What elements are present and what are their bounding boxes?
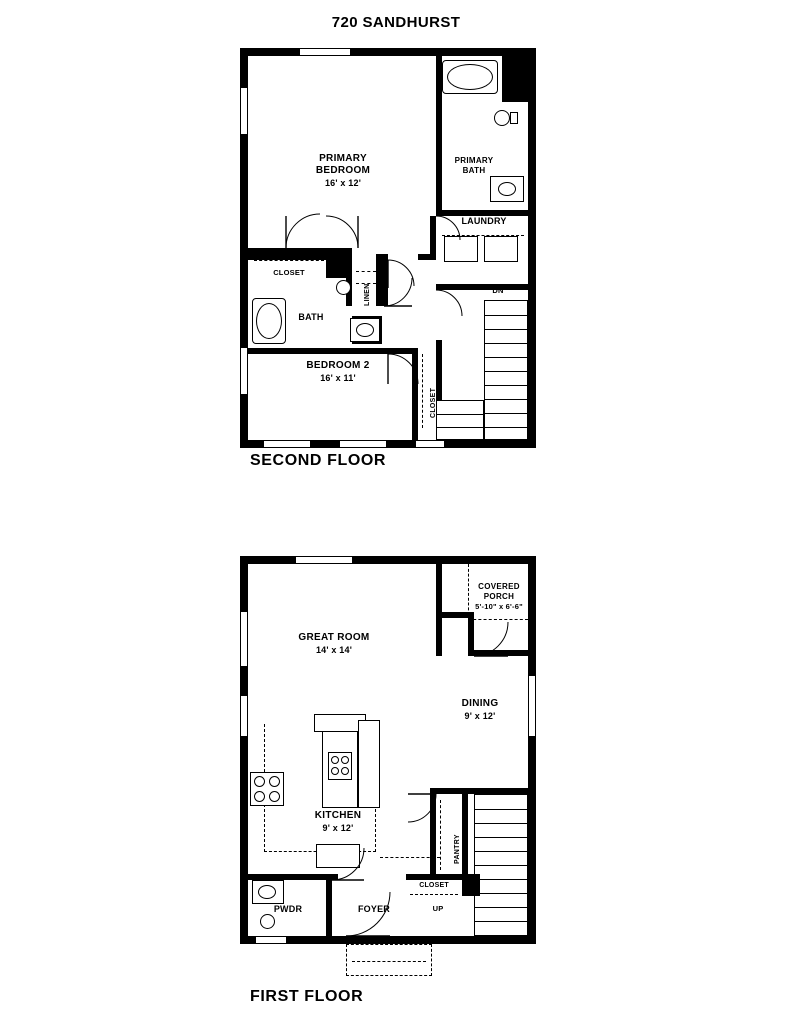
primary-bedroom-line2: BEDROOM [315,165,371,176]
primary-bath-line2: BATH [462,166,486,175]
porch-dims: 5'-10" x 6'-6" [475,602,523,611]
room-label-laundry: LAUNDRY [461,216,507,226]
room-label-bedroom2 [278,360,398,384]
room-label-primary-bath [436,156,512,176]
pwdr-label: PWDR [273,904,303,914]
door-swings-first [240,556,536,976]
closet2-label: CLOSET [430,387,437,418]
door-swings-second [240,48,536,448]
room-label-primary-bedroom [288,153,398,189]
pantry-label: PANTRY [454,834,461,864]
second-floor-label: SECOND FLOOR [250,452,387,469]
bedroom2-line1: BEDROOM 2 [306,360,370,371]
primary-bedroom-dims: 16' x 12' [324,178,362,188]
great-room-dims: 14' x 14' [315,645,353,655]
stair-direction-label-first: UP [432,904,444,913]
porch-line1: COVERED [478,582,520,591]
first-floor-plan [240,556,536,944]
second-floor-plan [240,48,536,448]
kitchen-line1: KITCHEN [314,810,362,821]
primary-bath-line1: PRIMARY [454,156,494,165]
linen-label: LINEN [364,283,371,306]
stair-direction-label-second: DN [492,286,504,295]
dining-line1: DINING [461,698,499,709]
foyer-label: FOYER [357,904,390,914]
kitchen-dims: 9' x 12' [322,823,354,833]
primary-bedroom-line1: PRIMARY [319,153,367,164]
closet1-label: CLOSET [273,268,305,277]
closet-label-1f: CLOSET [419,882,449,889]
porch-line2: PORCH [483,592,515,601]
bedroom2-dims: 16' x 11' [320,373,356,383]
page-title: 720 SANDHURST [331,14,461,31]
great-room-line1: GREAT ROOM [298,632,370,643]
room-label-bath: BATH [298,312,324,322]
first-floor-label: FIRST FLOOR [250,988,364,1005]
dining-dims: 9' x 12' [464,711,496,721]
